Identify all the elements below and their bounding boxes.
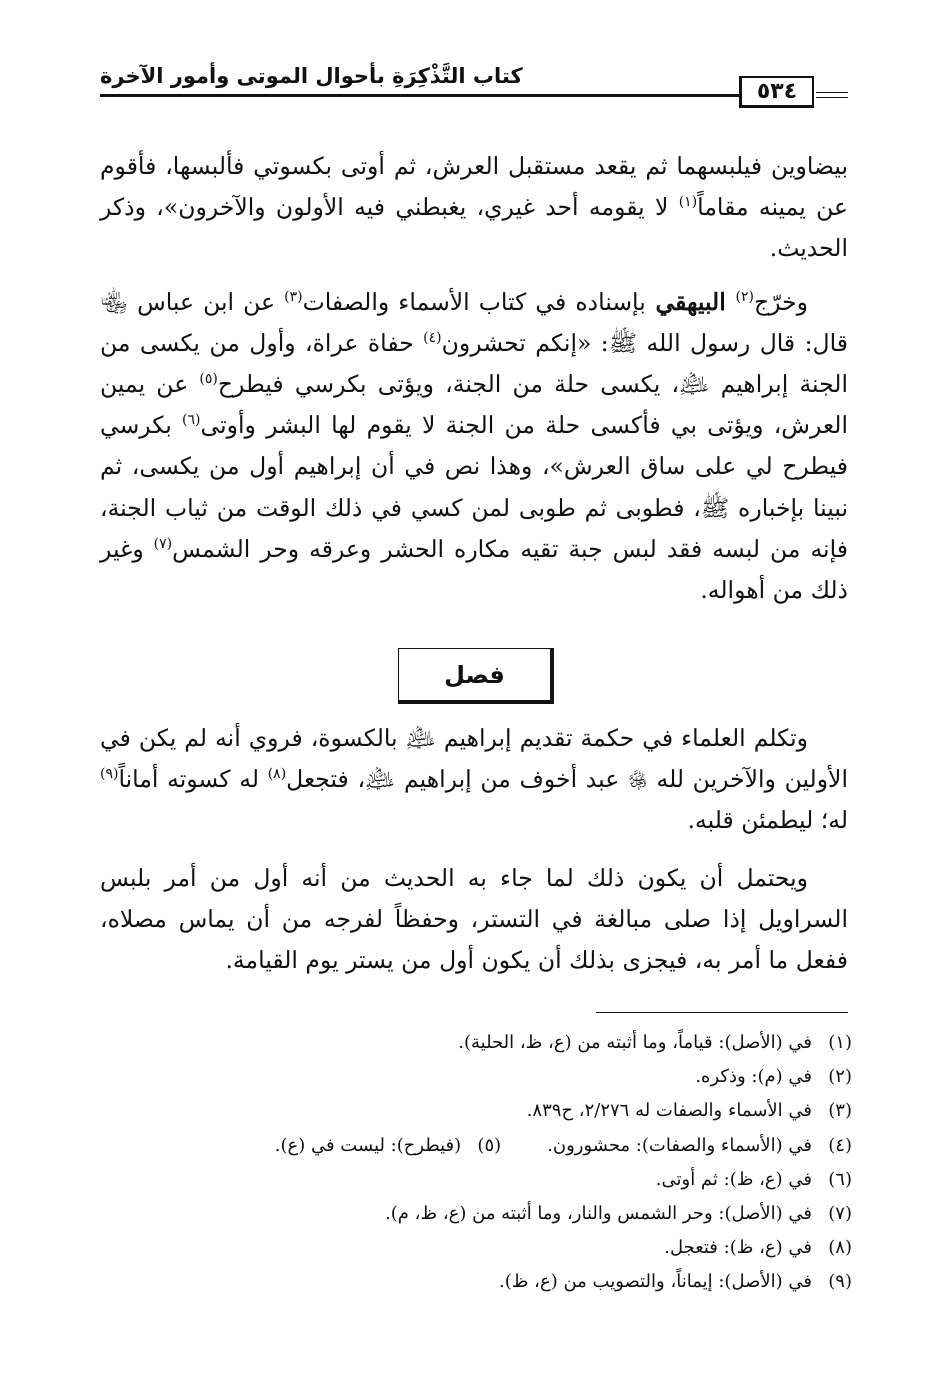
header-rule-right-bottom (816, 97, 848, 98)
footnote-text: في (الأسماء والصفات): محشورون. (547, 1134, 812, 1156)
footnote-number: (٨) (828, 1237, 852, 1259)
footnote (140, 1094, 852, 1128)
footnote-number: (٥) (477, 1134, 502, 1156)
text-run: لا يقومه أحد غيري، يغبطني فيه الأولون والآخرون»، وذكر الحديث. (100, 193, 848, 263)
footnote-text: في الأسماء والصفات له ٢/٢٧٦، ح٨٣٩. (526, 1100, 812, 1122)
footnote-text: في (ع، ظ): فتعجل. (664, 1237, 812, 1259)
footnote (140, 1060, 852, 1094)
text-run: عن يمين العرش، ويؤتى بي فأكسى حلة من الجنة لا يقوم لها البشر وأوتى (100, 370, 848, 440)
footnote-text: (فيطرح): ليست في (ع). (274, 1134, 462, 1156)
footnotes (140, 1026, 852, 1300)
footnote-number: (١) (828, 1032, 852, 1053)
paragraph-4 (100, 858, 848, 982)
footnote (140, 1265, 852, 1299)
footnote-text: في (الأصل): وحر الشمس والنار، وما أثبته من (ع، ظ، م). (385, 1203, 812, 1225)
footnote-text: في (م): وذكره. (695, 1066, 812, 1088)
footnote-spacer (501, 1129, 547, 1163)
header-rule (100, 94, 739, 97)
footnote-text: في (الأصل): قياماً، وما أثبته من (ع، ظ، الحلية). (458, 1032, 812, 1053)
text-run: حفاة عراة، وأول من يكسى من الجنة إبراهيم ﵇، يكسى حلة من الجنة، ويؤتى بكرسي فيطرح (100, 328, 848, 399)
footnote-number: (٣) (828, 1100, 852, 1122)
text-run: بكرسي فيطرح لي على ساق العرش»، وهذا نص في أن إبراهيم أول من يكسى، ثم نبينا بإخباره ﷺ، فطوبى ثم طوبى لمن كسي في ذلك الوقت من ثياب الجنة، فإنه من لبسه فقد لبس جبة تقيه مكاره الحشر وعرقه وحر الشمس (100, 411, 848, 563)
footnote-ref-1: (١) (678, 194, 698, 211)
text-run: بإسناده في كتاب الأسماء والصفات (302, 287, 646, 316)
footnote-ref-7: (٧) (153, 536, 173, 552)
footnote-number: (٧) (828, 1203, 852, 1225)
footnote-number: (٤) (828, 1134, 852, 1156)
text-run: عن ابن عباس ﵄ قال: قال رسول الله ﷺ: «إنكم تحشرون (100, 287, 848, 357)
main-text (100, 146, 848, 611)
footnote (140, 1163, 852, 1197)
footnote-number: (٦) (828, 1168, 852, 1190)
footnote-ref-8: (٨) (267, 766, 287, 783)
text-run: وخرّج (753, 287, 808, 316)
footnote (140, 1026, 852, 1060)
running-title: كتاب التَّذْكِرَةِ بأحوال الموتى وأمور الآخرة (100, 64, 523, 88)
text-run: وتكلم العلماء في حكمة تقديم إبراهيم ﵇ بالكسوة، فروي أنه لم يكن في الأولين والآخرين لله ﷿ عبد أخوف من إبراهيم ﵇، فتجعل (100, 724, 848, 794)
name-bayhaqi: البيهقي (645, 287, 736, 316)
footnote-text: في (الأصل): إيماناً، والتصويب من (ع، ظ). (499, 1271, 812, 1293)
footnote-ref-9: (٩) (100, 766, 119, 783)
main-text-section (100, 718, 848, 981)
paragraph-2 (100, 282, 848, 612)
text-run: ويحتمل أن يكون ذلك لما جاء به الحديث من أنه أول من أمر بلبس السراويل إذا صلى مبالغة في التستر، وحفظاً لفرجه من أن يماس مصلاه، ففعل ما أمر به، فيجزى بذلك أن يكون أول من يستر يوم القيامة. (100, 863, 848, 975)
footnote-ref-3: (٣) (284, 288, 303, 305)
footnote-ref-2: (٢) (735, 288, 754, 305)
section-heading: فصل (398, 648, 554, 704)
footnote-ref-6: (٦) (182, 412, 201, 429)
text-run: بيضاوين فيلبسهما ثم يقعد مستقبل العرش، ثم أوتى بكسوتي فألبسها، فأقوم عن يمينه مقاماً (100, 152, 848, 222)
text-run: وغير ذلك من أهواله. (100, 534, 848, 605)
footnote-number: (٢) (828, 1066, 852, 1088)
footnote-ref-4: (٤) (423, 329, 442, 346)
header-rule-right-top (816, 92, 848, 93)
footnote-text: في (ع، ظ): ثم أوتى. (655, 1168, 812, 1190)
footnote (140, 1129, 852, 1163)
footnote-ref-5: (٥) (199, 371, 218, 388)
footnote (140, 1231, 852, 1265)
footnote-number: (٩) (828, 1271, 852, 1293)
text-run: له كسوته أماناً (118, 765, 268, 794)
footnote-separator (596, 1012, 848, 1013)
paragraph-3 (100, 718, 848, 842)
page-number: ٥٣٤ (739, 76, 814, 108)
page-header (100, 62, 848, 106)
paragraph-1 (100, 146, 848, 270)
text-run: له؛ ليطمئن قلبه. (687, 806, 848, 835)
footnote (140, 1197, 852, 1231)
